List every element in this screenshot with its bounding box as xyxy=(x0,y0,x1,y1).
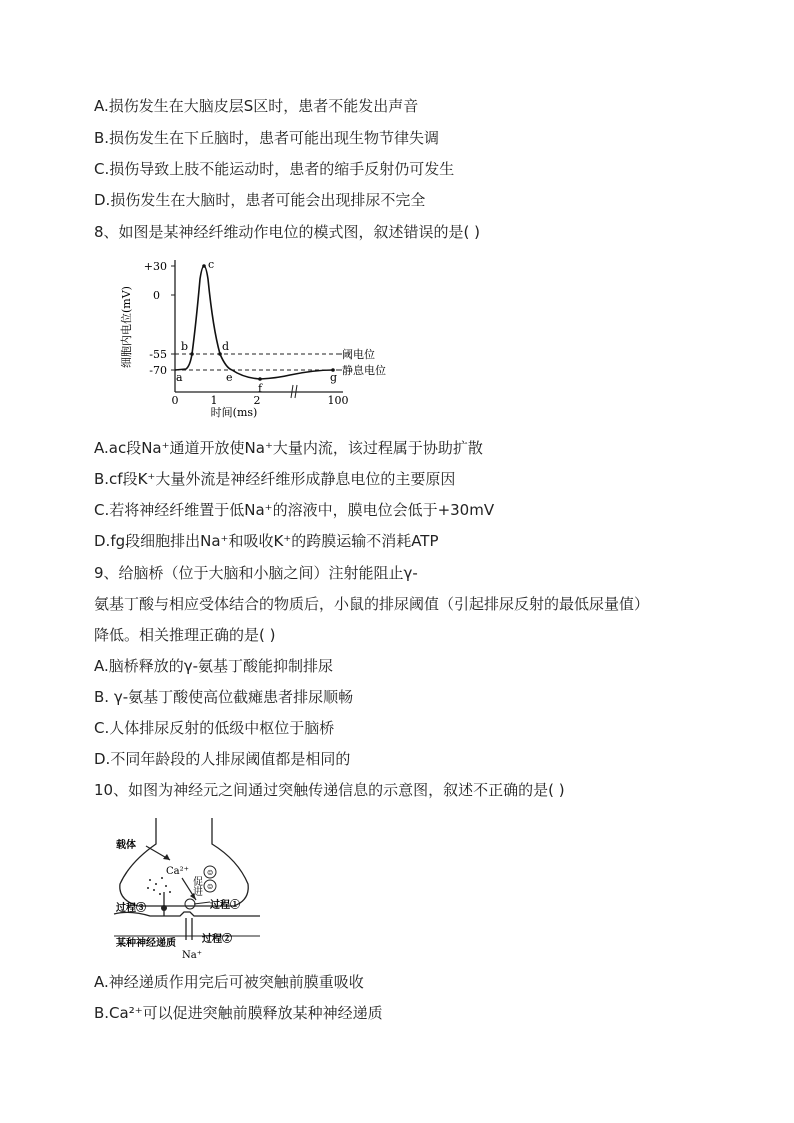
q9-option-d: D.不同年龄段的人排尿阈值都是相同的 xyxy=(94,750,351,768)
q7-option-c: C.损伤导致上肢不能运动时，患者的缩手反射仍可发生 xyxy=(94,160,455,178)
q8-option-b: B.cf段K⁺大量外流是神经纤维形成静息电位的主要原因 xyxy=(94,470,456,488)
point-label: a xyxy=(176,371,183,384)
q9-option-b: B. γ-氨基丁酸使高位截瘫患者排尿顺畅 xyxy=(94,688,354,706)
x-tick-label: 100 xyxy=(327,394,349,407)
y-axis-label: 细胞内电位(mV) xyxy=(120,286,133,368)
point-label: e xyxy=(226,371,233,384)
ca-label: Ca²⁺ xyxy=(166,866,189,877)
na-label: Na⁺ xyxy=(182,950,202,961)
x-tick-label: 1 xyxy=(210,394,218,407)
q10-option-a: A.神经递质作用完后可被突触前膜重吸收 xyxy=(94,973,364,991)
x-tick-label: 2 xyxy=(253,394,261,407)
point-label: f xyxy=(258,382,263,395)
x-tick-label: 0 xyxy=(171,394,179,407)
q8-stem: 8、如图是某神经纤维动作电位的模式图，叙述错误的是( ) xyxy=(94,223,481,241)
q8-option-d: D.fg段细胞排出Na⁺和吸收K⁺的跨膜运输不消耗ATP xyxy=(94,532,439,550)
action-potential-curve xyxy=(175,266,333,379)
q8-option-a: A.ac段Na⁺通道开放使Na⁺大量内流，该过程属于协助扩散 xyxy=(94,439,483,457)
q9-option-a: A.脑桥释放的γ-氨基丁酸能抑制排尿 xyxy=(94,657,334,675)
transmitter-label: 某种神经递质 xyxy=(116,938,176,949)
q9-stem-line2: 氨基丁酸与相应受体结合的物质后，小鼠的排尿阈值（引起排尿反射的最低尿量值） xyxy=(94,595,650,613)
presynaptic-membrane xyxy=(120,818,248,906)
resting-label: 静息电位 xyxy=(342,364,386,377)
y-tick-label: +30 xyxy=(143,260,167,273)
q9-stem-line3: 降低。相关推理正确的是( ) xyxy=(94,626,276,644)
point-label: c xyxy=(208,258,215,271)
point-label: b xyxy=(181,340,189,353)
synapse-figure xyxy=(110,814,270,962)
q7-option-b: B.损伤发生在下丘脑时，患者可能出现生物节律失调 xyxy=(94,129,440,147)
process1-label: 过程① xyxy=(210,900,240,911)
carrier-label: 载体 xyxy=(116,840,136,851)
x-axis-label: 时间(ms) xyxy=(210,406,258,419)
point-label: g xyxy=(330,371,338,384)
promote-label: 促进 xyxy=(190,876,202,896)
q9-stem-line1: 9、给脑桥（位于大脑和小脑之间）注射能阻止γ- xyxy=(94,564,418,582)
action-potential-figure xyxy=(118,254,410,420)
point-label: d xyxy=(222,340,230,353)
q8-option-c: C.若将神经纤维置于低Na⁺的溶液中，膜电位会低于+30mV xyxy=(94,501,495,519)
q7-option-d: D.损伤发生在大脑时，患者可能会出现排尿不完全 xyxy=(94,191,426,209)
q10-stem: 10、如图为神经元之间通过突触传递信息的示意图，叙述不正确的是( ) xyxy=(94,781,565,799)
svg-text:☺: ☺ xyxy=(207,869,214,877)
process2-label: 过程② xyxy=(202,934,232,945)
q7-option-a: A.损伤发生在大脑皮层S区时，患者不能发出声音 xyxy=(94,97,419,115)
y-tick-label: -55 xyxy=(149,348,167,361)
threshold-label: 阈电位 xyxy=(342,348,375,361)
y-tick-label: -70 xyxy=(149,364,167,377)
y-tick-label: 0 xyxy=(153,289,160,302)
svg-text:☺: ☺ xyxy=(207,883,214,891)
q10-option-b: B.Ca²⁺可以促进突触前膜释放某种神经递质 xyxy=(94,1004,383,1022)
q9-option-c: C.人体排尿反射的低级中枢位于脑桥 xyxy=(94,719,335,737)
process3-label: 过程③ xyxy=(116,903,146,914)
